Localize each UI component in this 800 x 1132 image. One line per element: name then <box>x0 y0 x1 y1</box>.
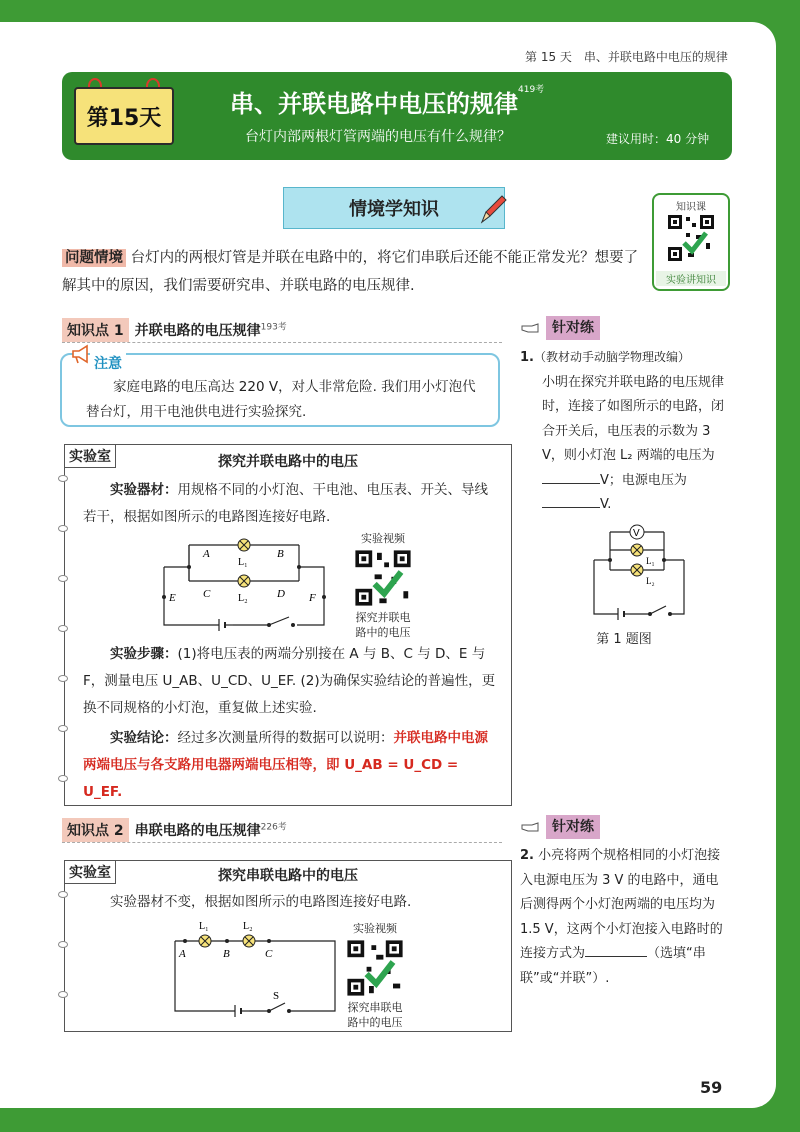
kp1-ref: 193考 <box>260 322 287 333</box>
kp1-text: 并联电路的电压规律 <box>134 323 261 339</box>
q1-text-a: 小明在探究并联电路的电压规律时，连接了如图所示的电路，闭合开关后，电压表的示数为 3 V，则小灯泡 L₂ 两端的电压为 <box>542 374 725 463</box>
intro-paragraph <box>62 244 642 300</box>
qr-code-icon <box>345 938 405 998</box>
knowledge-point-1 <box>62 318 502 343</box>
kp2-label: 知识点 2 <box>62 818 129 842</box>
q1-text-c: V. <box>600 497 612 512</box>
pointing-hand-icon <box>520 819 540 835</box>
lamp-l1-label: L₁ <box>199 921 209 932</box>
lab2-video-qr[interactable] <box>337 921 413 1030</box>
practice-1 <box>520 317 728 652</box>
node-c-label: C <box>203 588 211 600</box>
binder-ring-icon <box>58 675 68 682</box>
question-2 <box>520 844 728 991</box>
day-label: 第15天 <box>74 87 174 145</box>
qr-caption-line-1: 探究串联电 <box>347 1001 403 1014</box>
note-title: 注意 <box>90 353 126 373</box>
conclusion-label: 实验结论： <box>110 730 178 746</box>
section-tag: 情境学知识 <box>283 187 505 229</box>
node-b-label: B <box>223 948 230 960</box>
lab-steps <box>83 641 497 722</box>
title-text: 串、并联电路中电压的规律 <box>230 90 518 118</box>
q1-figure-caption: 第 1 题图 <box>596 631 652 647</box>
q2-blank[interactable] <box>585 956 647 957</box>
qr-code-icon <box>666 213 716 263</box>
conclusion-highlight: 并联电路中电源两端电压与各支路用电器两端电压相等，即 U_AB = U_CD = U_EF. <box>83 730 488 800</box>
node-c-label: C <box>265 948 273 960</box>
megaphone-icon <box>70 343 92 365</box>
lab-tag: 实验室 <box>64 444 116 468</box>
parallel-circuit-diagram <box>159 537 329 637</box>
qr-caption: 实验讲知识 <box>656 271 726 286</box>
q2-text-b: （选填“串联”或“并联”）. <box>520 946 706 986</box>
equip-text: 用规格不同的小灯泡、干电池、电压表、开关、导线若干，根据如图所示的电路图连接好电路. <box>83 482 488 525</box>
intro-keyword: 问题情境 <box>62 249 126 267</box>
lab1-video-qr[interactable] <box>345 531 421 640</box>
page-subtitle: 台灯内部两根灯管两端的电压有什么规律？ <box>245 129 511 145</box>
q1-blank-2[interactable] <box>542 507 600 508</box>
running-header: 第 15 天 串、并联电路中电压的规律 <box>525 50 728 64</box>
binder-ring-icon <box>58 725 68 732</box>
q1-number: 1. <box>520 350 534 365</box>
q1-body <box>520 371 728 518</box>
q1-circuit-diagram <box>590 524 700 626</box>
lab-conclusion <box>83 725 497 806</box>
binder-ring-icon <box>58 625 68 632</box>
binder-ring-icon <box>58 891 68 898</box>
kp1-heading <box>135 323 287 339</box>
intro-text: 台灯内的两根灯管是并联在电路中的，将它们串联后还能不能正常发光？想要了解其中的原因，我们需要研究串、并联电路的电压规律. <box>62 250 639 294</box>
node-b-label: B <box>277 548 284 560</box>
question-1 <box>520 345 728 371</box>
lamp-l2-label: L₂ <box>243 921 253 932</box>
lab-tag: 实验室 <box>64 860 116 884</box>
qr-title: 知识课 <box>676 202 706 213</box>
binder-ring-icon <box>58 991 68 998</box>
kp1-label: 知识点 1 <box>62 318 129 342</box>
lamp-l1-label: L₁ <box>646 555 655 566</box>
practice-label: 针对练 <box>546 316 600 341</box>
lab-box-parallel <box>64 444 512 806</box>
lab-title: 探究串联电路中的电压 <box>218 868 358 884</box>
binder-ring-icon <box>58 525 68 532</box>
lab-equipment <box>83 477 497 531</box>
node-a-label: A <box>179 948 186 960</box>
equip-label: 实验器材： <box>110 482 178 498</box>
qr-caption-line-2: 路中的电压 <box>355 626 411 639</box>
voltmeter-label: V <box>633 527 640 539</box>
lab-title: 探究并联电路中的电压 <box>218 454 358 470</box>
binder-ring-icon <box>58 575 68 582</box>
q2-text-a: 小亮将两个规格相同的小灯泡接入电源电压为 3 V 的电路中，通电后测得两个小灯泡两端的电压均为 1.5 V，这两个小灯泡接入电路时的连接方式为 <box>520 848 723 961</box>
page-title <box>230 84 544 119</box>
page-number: 59 <box>700 1078 723 1097</box>
title-ref: 419考 <box>518 85 545 95</box>
lamp-l2-label: L₂ <box>238 593 248 604</box>
node-e-label: E <box>169 592 176 604</box>
qr-caption-line-1: 探究并联电 <box>355 611 411 624</box>
q1-source: （教材动手动脑学物理改编） <box>533 350 690 364</box>
binder-ring-icon <box>58 941 68 948</box>
lab-box-series <box>64 860 512 1032</box>
q1-text-b: V；电源电压为 <box>600 472 687 488</box>
lamp-l1-label: L₁ <box>238 557 248 568</box>
qr-caption-line-2: 路中的电压 <box>347 1016 403 1029</box>
knowledge-qr-card[interactable] <box>652 193 730 291</box>
lamp-l2-label: L₂ <box>646 575 655 586</box>
time-hint: 建议用时：40 分钟 <box>606 132 710 146</box>
pointing-hand-icon <box>520 320 540 336</box>
pencil-icon <box>476 192 510 226</box>
qr-title: 实验视频 <box>361 532 405 545</box>
steps-text: (1)将电压表的两端分别接在 A 与 B、C 与 D、E 与 F，测量电压 U_AB、U_CD、U_EF. (2)为确保实验结论的普遍性，更换不同规格的小灯泡，重复做上述实验. <box>83 646 496 716</box>
q2-number: 2. <box>520 848 534 863</box>
series-circuit-diagram <box>165 919 345 1025</box>
conclusion-text: 经过多次测量所得的数据可以说明： <box>177 730 394 746</box>
kp2-text: 串联电路的电压规律 <box>134 823 261 839</box>
kp2-heading <box>135 823 287 839</box>
note-box <box>60 353 500 427</box>
node-a-label: A <box>203 548 210 560</box>
qr-title: 实验视频 <box>353 922 397 935</box>
node-d-label: D <box>277 588 285 600</box>
q1-blank-1[interactable] <box>542 483 600 484</box>
lab2-text: 实验器材不变，根据如图所示的电路图连接好电路. <box>110 894 412 910</box>
steps-label: 实验步骤： <box>110 646 178 662</box>
knowledge-point-2 <box>62 818 502 843</box>
binder-ring-icon <box>58 775 68 782</box>
node-f-label: F <box>309 592 316 604</box>
practice-label: 针对练 <box>546 815 600 840</box>
kp2-ref: 226考 <box>260 822 287 833</box>
note-text: 家庭电路的电压高达 220 V，对人非常危险. 我们用小灯泡代替台灯，用干电池供电进行实验探究. <box>86 379 476 420</box>
switch-s-label: S <box>273 990 280 1002</box>
qr-code-icon <box>353 548 413 608</box>
binder-ring-icon <box>58 475 68 482</box>
practice-header <box>520 816 728 838</box>
practice-2 <box>520 816 728 991</box>
practice-header <box>520 317 728 339</box>
